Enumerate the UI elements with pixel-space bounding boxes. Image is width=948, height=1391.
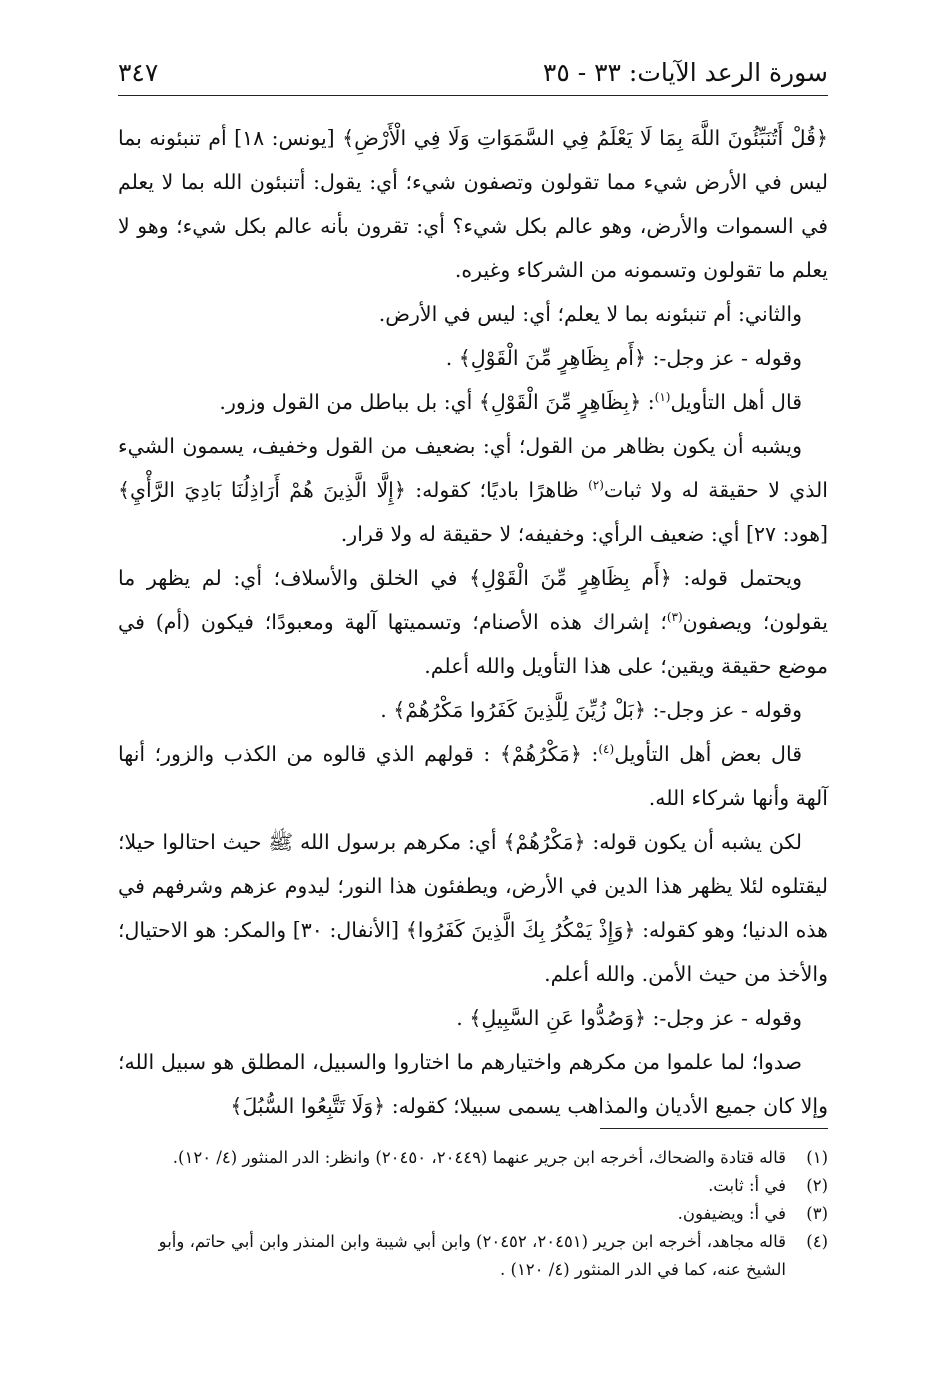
paragraph-text: في الخلق والأسلاف؛ أي: لم يظهر ما يقولون؛ ويصفون [118, 566, 828, 634]
header-divider [118, 95, 828, 96]
quran-verse: ﴿أَم بِظَاهِرٍ مِّنَ الْقَوْلِ﴾ [469, 566, 672, 590]
paragraph-10 [118, 996, 828, 1040]
paragraph-1 [118, 116, 828, 292]
quran-verse: ﴿مَكْرُهُمْ﴾ [499, 742, 582, 766]
quran-verse: ﴿بَلْ زُيِّنَ لِلَّذِينَ كَفَرُوا مَكْرُهُمْ﴾ [393, 698, 646, 722]
paragraph-text: . [380, 698, 394, 722]
quran-verse: ﴿وَصُدُّوا عَنِ السَّبِيلِ﴾ [469, 1006, 646, 1030]
paragraph-text: قال أهل التأويل [670, 390, 802, 414]
quran-verse: ﴿قُلْ أَتُنَبِّئُونَ اللَّهَ بِمَا لَا يَعْلَمُ فِي السَّمَوَاتِ وَلَا فِي الْأَرْضِ﴾ [342, 126, 828, 150]
footnote-text: قاله مجاهد، أخرجه ابن جرير (٢٠٤٥١، ٢٠٤٥٢) وابن أبي شيبة وابن المنذر وابن أبي حاتم، وأبو الشيخ عنه، كما في الدر المنثور (٤/ ١٢٠) . [158, 1232, 786, 1279]
paragraph-text: [هود: ٢٧] أي: ضعيف الرأي: وخفيفه؛ لا حقيقة له ولا قرار. [340, 522, 828, 546]
footnote-ref-2: (٢) [588, 478, 604, 493]
paragraph-4 [118, 380, 828, 424]
paragraph-3 [118, 336, 828, 380]
paragraph-text: ظاهرًا باديًا؛ كقوله: [405, 478, 589, 502]
footnote-text: قاله قتادة والضحاك، أخرجه ابن جرير عنهما (٢٠٤٤٩، ٢٠٤٥٠) وانظر: الدر المنثور (٤/ ١٢٠). [172, 1148, 786, 1167]
paragraph-text: : [641, 390, 655, 414]
quran-verse: ﴿مَكْرُهُمْ﴾ [503, 830, 586, 854]
quran-verse: ﴿إِلَّا الَّذِينَ هُمْ أَرَاذِلُنَا بَادِيَ الرَّأْيِ﴾ [118, 478, 406, 502]
footnote-number: (٤) [806, 1232, 828, 1251]
paragraph-text: : [581, 742, 599, 766]
paragraph-5 [118, 424, 828, 556]
footnote-divider [600, 1128, 828, 1129]
running-title: سورة الرعد الآيات: ٣٣ - ٣٥ [542, 58, 828, 87]
paragraph-text: [الأنفال: ٣٠] والمكر: هو الاحتيال؛ والأخذ من حيث الأمن. والله أعلم. [118, 918, 828, 986]
footnote-ref-3: (٣) [666, 610, 683, 625]
paragraph-text: قال بعض أهل التأويل [614, 742, 802, 766]
footnote [118, 1228, 828, 1284]
footnote-number: (٣) [806, 1204, 828, 1223]
paragraph-text: وقوله - عز وجل-: [646, 346, 802, 370]
paragraph-text: ويحتمل قوله: [671, 566, 803, 590]
footnote-text: في أ: ويضيفون. [677, 1204, 786, 1223]
paragraph-text: أي: بل بباطل من القول وزور. [219, 390, 479, 414]
paragraph-6 [118, 556, 828, 688]
quran-verse: ﴿بِظَاهِرٍ مِّنَ الْقَوْلِ﴾ [478, 390, 642, 414]
paragraph-text: وقوله - عز وجل-: [646, 698, 802, 722]
quran-verse: ﴿وَلَا تَتَّبِعُوا السُّبُلَ﴾ [230, 1094, 386, 1118]
footnote-text: في أ: ثابت. [708, 1176, 786, 1195]
paragraph-text: أي: مكرهم برسول الله ﷺ حيث احتالوا حيلا؛ ليقتلوه لئلا يظهر هذا الدين في الأرض، ويطفئون هذا النور؛ ليدوم عزهم وشرفهم في هذه الدنيا؛ وهو كقوله: [118, 830, 828, 942]
footnote-ref-1: (١) [654, 390, 671, 405]
paragraph-7 [118, 688, 828, 732]
quran-verse: ﴿وَإِذْ يَمْكُرُ بِكَ الَّذِينَ كَفَرُوا﴾ [405, 918, 636, 942]
paragraph-text: : قولهم الذي قالوه من الكذب والزور؛ أنها آلهة وأنها شركاء الله. [118, 742, 828, 810]
paragraph-11 [118, 1040, 828, 1128]
paragraph-text: صدوا؛ لما علموا من مكرهم واختيارهم ما اختاروا والسبيل، المطلق هو سبيل الله؛ وإلا كان جميع الأديان والمذاهب يسمى سبيلا؛ كقوله: [118, 1050, 828, 1118]
page-number: ٣٤٧ [118, 58, 159, 87]
main-text [118, 116, 828, 1128]
footnote [118, 1144, 828, 1172]
paragraph-text: [يونس: ١٨] أم تنبئونه بما ليس في الأرض شيء مما تقولون وتصفون شيء؛ أي: يقول: أتنبئون الله بما لا يعلم في السموات والأرض، وهو عالم بكل شيء؟ أي: تقرون بأنه عالم بكل شيء؛ وهو لا يعلم ما تقولون وتسمونه من الشركاء وغيره. [118, 126, 828, 282]
paragraph-text: . [445, 346, 459, 370]
footnotes [118, 1144, 828, 1284]
paragraph-9 [118, 820, 828, 996]
quran-verse: ﴿أَم بِظَاهِرٍ مِّنَ الْقَوْلِ﴾ [458, 346, 646, 370]
footnote-number: (٢) [806, 1176, 828, 1195]
paragraph-text: وقوله - عز وجل-: [646, 1006, 802, 1030]
paragraph-8 [118, 732, 828, 820]
paragraph-2: والثاني: أم تنبئونه بما لا يعلم؛ أي: ليس في الأرض. [378, 302, 802, 326]
footnote [118, 1172, 828, 1200]
footnote-ref-4: (٤) [598, 742, 615, 757]
paragraph-text: . [456, 1006, 470, 1030]
paragraph-text: ؛ إشراك هذه الأصنام؛ وتسميتها آلهة ومعبودًا؛ فيكون (أم) في موضع حقيقة ويقين؛ على هذا التأويل والله أعلم. [118, 610, 828, 678]
page-header [118, 52, 828, 92]
footnote [118, 1200, 828, 1228]
paragraph-text: ويشبه أن يكون بظاهر من القول؛ أي: بضعيف من القول وخفيف، يسمون الشيء الذي لا حقيقة له ولا ثبات [118, 434, 828, 502]
paragraph-text: لكن يشبه أن يكون قوله: [585, 830, 802, 854]
footnote-number: (١) [806, 1148, 828, 1167]
